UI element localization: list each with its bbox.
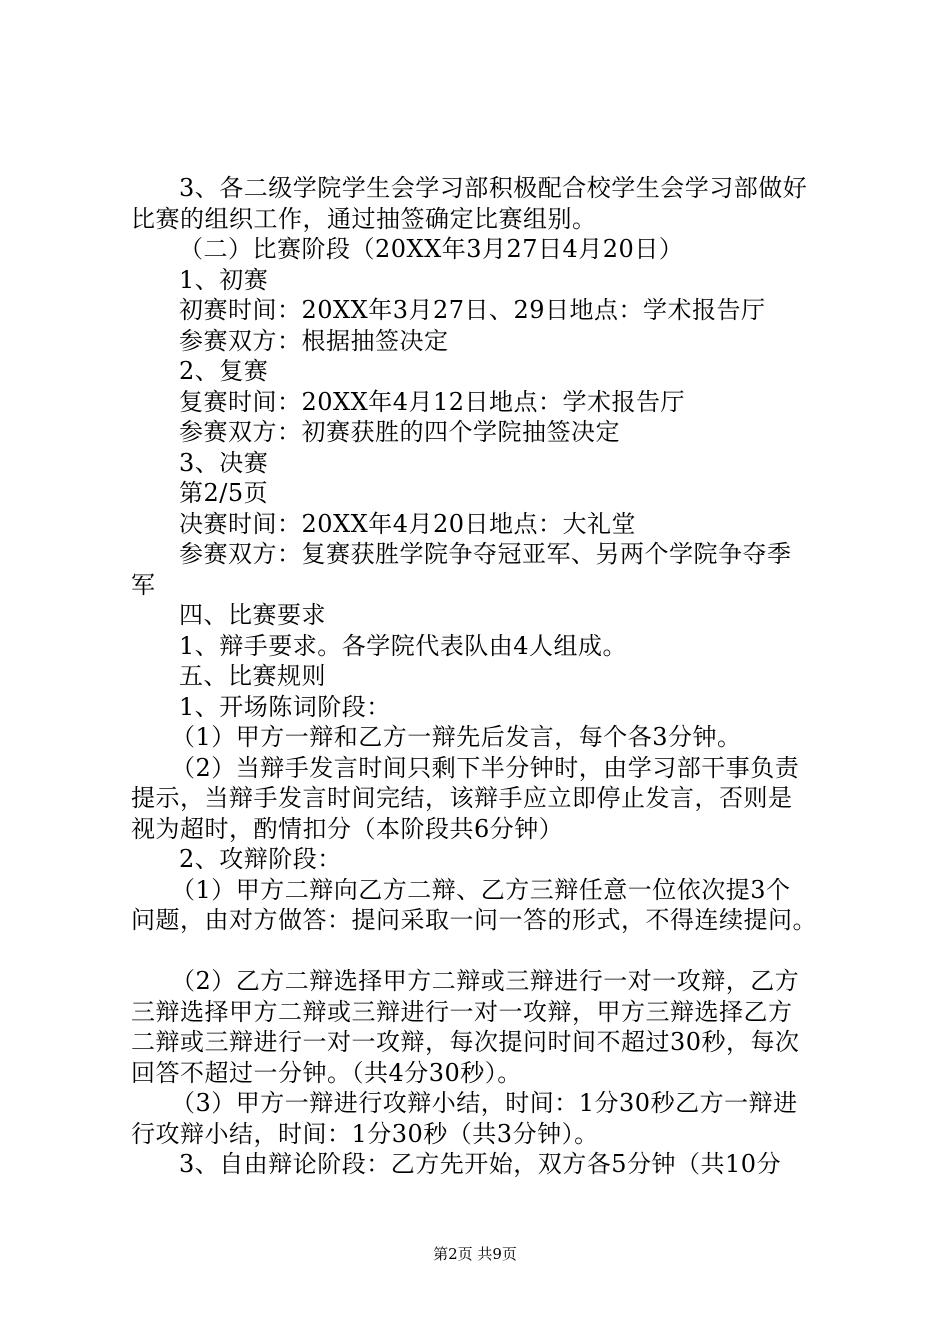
- text-line: 3、自由辩论阶段：乙方先开始，双方各5分钟（共10分: [179, 1150, 782, 1178]
- text-line: 1、辩手要求。各学院代表队由4人组成。: [179, 631, 628, 660]
- text-line: 五、比赛规则: [179, 662, 326, 690]
- text-line: 军: [131, 570, 156, 599]
- text-line: 第2/5页: [179, 479, 269, 507]
- text-line: （二）比赛阶段（20XX年3月27日4月20日）: [179, 235, 684, 263]
- text-line: 参赛双方：复赛获胜学院争夺冠亚军、另两个学院争夺季: [179, 540, 792, 568]
- page-footer: 第2页 共9页: [433, 1245, 517, 1263]
- document-body: [131, 173, 831, 1180]
- text-line: 初赛时间：20XX年3月27日、29日地点：学术报告厅: [179, 296, 766, 324]
- text-line: 参赛双方：初赛获胜的四个学院抽签决定: [179, 418, 620, 446]
- text-line: 回答不超过一分钟。（共4分30秒）。: [131, 1058, 522, 1087]
- text-line: 行攻辩小结，时间：1分30秒（共3分钟）。: [131, 1119, 599, 1148]
- text-line: （1）甲方二辩向乙方二辩、乙方三辩任意一位依次提3个: [171, 875, 791, 904]
- text-line: 3、决赛: [179, 448, 269, 477]
- text-line: 复赛时间：20XX年4月12日地点：学术报告厅: [179, 387, 686, 416]
- text-line: 视为超时，酌情扣分（本阶段共6分钟）: [131, 814, 564, 843]
- text-line: 比赛的组织工作，通过抽签确定比赛组别。: [131, 204, 597, 233]
- text-line: 参赛双方：根据抽签决定: [179, 326, 449, 355]
- text-line: 四、比赛要求: [179, 601, 326, 629]
- text-line: 三辩选择甲方二辩或三辩进行一对一攻辩，甲方三辩选择乙方: [131, 997, 793, 1026]
- text-line: 提示，当辩手发言时间完结，该辩手应立即停止发言，否则是: [131, 784, 793, 812]
- text-line: （2）乙方二辩选择甲方二辩或三辩进行一对一攻辩，乙方: [171, 967, 800, 995]
- text-line: （1）甲方一辩和乙方一辩先后发言，每个各3分钟。: [171, 723, 742, 751]
- text-line: 1、开场陈词阶段：: [179, 692, 391, 721]
- text-line: 1、初赛: [179, 265, 269, 294]
- text-line: 二辩或三辩进行一对一攻辩，每次提问时间不超过30秒，每次: [131, 1028, 800, 1056]
- text-line: 决赛时间：20XX年4月20日地点：大礼堂: [179, 509, 637, 538]
- text-line: 2、复赛: [179, 357, 269, 385]
- text-line: （3）甲方一辩进行攻辩小结，时间：1分30秒乙方一辩进: [171, 1089, 798, 1117]
- text-line: （2）当辩手发言时间只剩下半分钟时，由学习部干事负责: [171, 753, 800, 782]
- text-line: 2、攻辩阶段：: [179, 845, 342, 873]
- text-line: 3、各二级学院学生会学习部积极配合校学生会学习部做好: [179, 174, 808, 202]
- paragraph-gap: [131, 936, 831, 967]
- text-line: 问题，由对方做答：提问采取一问一答的形式，不得连续提问。: [131, 906, 817, 934]
